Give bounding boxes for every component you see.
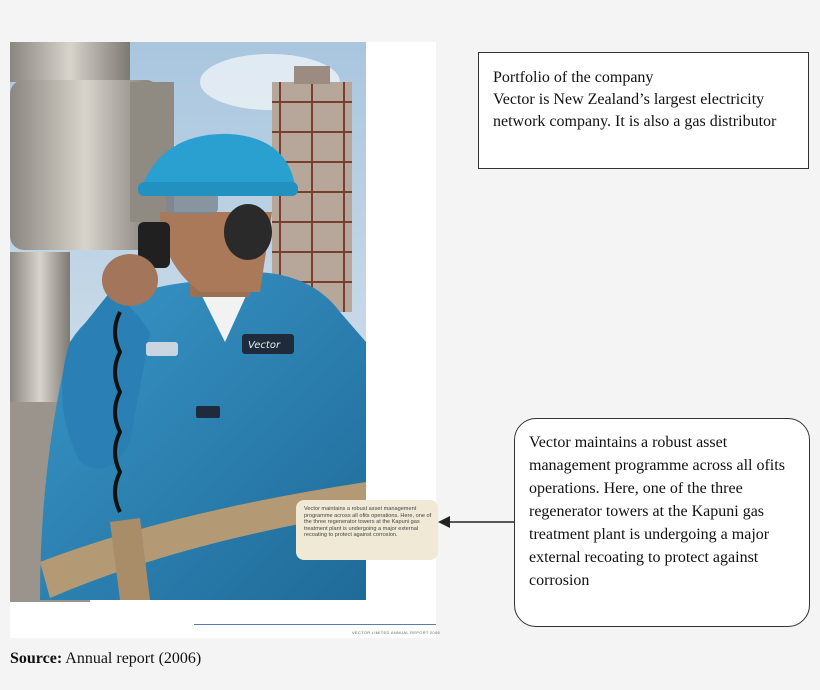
photo-caption: Vector maintains a robust asset management programme across all ofits operations. Here, one of the three regenerator towers at the Kapuni gas treatment plant is undergoing a major external recoating to protect against corrosion. bbox=[296, 500, 438, 560]
vector-badge: Vector bbox=[248, 340, 281, 351]
report-footer: VECTOR LIMITED ANNUAL REPORT 2006 bbox=[352, 630, 440, 635]
footer-rule bbox=[194, 624, 436, 625]
portfolio-heading: Portfolio of the company bbox=[493, 69, 654, 86]
arrow-left-icon bbox=[436, 510, 516, 534]
portfolio-callout bbox=[478, 52, 809, 169]
source-label: Source: bbox=[10, 650, 63, 667]
portfolio-text: Vector is New Zealand’s largest electricity network company. It is also a gas distributor bbox=[493, 91, 777, 130]
source-text: Annual report (2006) bbox=[65, 650, 202, 667]
annual-report-page bbox=[10, 42, 440, 638]
asset-management-callout: Vector maintains a robust asset management programme across all ofits operations. Here, one of the three regenerator towers at the Kapuni gas treatment plant is undergoing a major external recoating to protect against corrosion bbox=[514, 418, 810, 627]
source-note bbox=[10, 650, 201, 668]
